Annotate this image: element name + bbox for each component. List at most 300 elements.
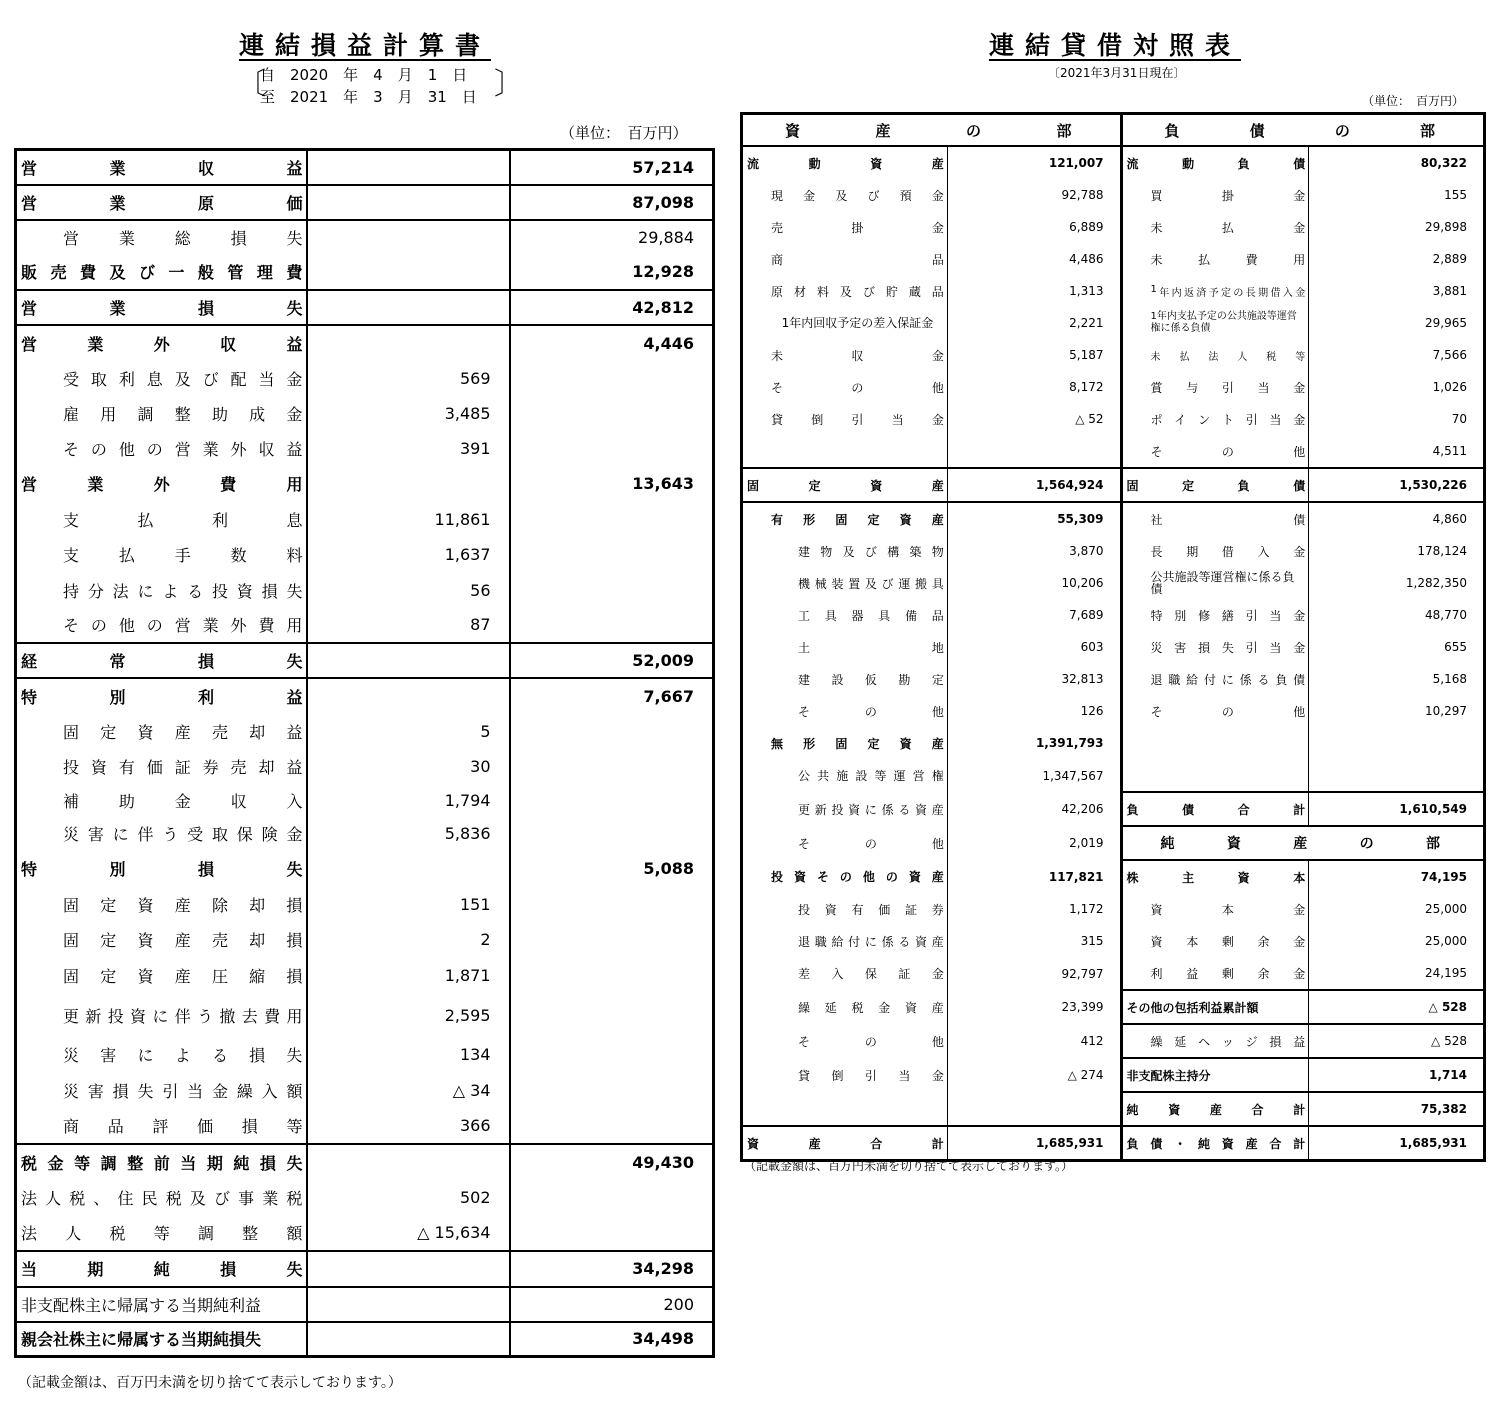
label-char: 付 [848, 934, 861, 949]
label-char: 産 [174, 967, 191, 986]
label-text [63, 789, 303, 812]
pl-row-label [16, 817, 307, 851]
label-char: 更 [798, 802, 811, 817]
label-char: 期 [1186, 544, 1199, 559]
label-char: 金 [1293, 412, 1306, 427]
label-char: 産 [931, 156, 944, 171]
label-char: 商 [771, 252, 784, 267]
bs-liability-label [1121, 468, 1309, 502]
bs-liability-amount: 655 [1309, 631, 1485, 663]
bs-liability-amount: 10,297 [1309, 695, 1485, 727]
bs-row [742, 826, 1485, 860]
pl-row-total-amount: 52,009 [510, 643, 714, 678]
pl-row-total-amount [510, 573, 714, 608]
label-char: 数 [230, 546, 247, 565]
label-char: 資 [915, 802, 928, 817]
bs-liability-label [1121, 403, 1309, 435]
label-char: 公 [798, 769, 811, 783]
label-text [771, 283, 944, 300]
label-text [1151, 1033, 1306, 1050]
bs-liability-label [1121, 339, 1309, 371]
label-char: 預 [899, 188, 912, 203]
bs-liability-amount: 155 [1309, 179, 1485, 211]
label-char: 賞 [1150, 380, 1163, 395]
label-char: 無 [771, 736, 784, 751]
pl-row [16, 537, 714, 573]
label-char: 計 [1293, 1102, 1306, 1117]
label-char: 資 [848, 802, 861, 817]
pl-row [16, 1073, 714, 1108]
label-char: 引 [162, 1081, 179, 1101]
bs-row [742, 179, 1485, 211]
label-char: の [851, 380, 864, 395]
pl-row [16, 608, 714, 643]
label-char: 法 [21, 1223, 38, 1243]
label-char: 業 [202, 616, 219, 635]
label-char: 支 [63, 510, 80, 530]
label-char: 金 [1293, 934, 1306, 949]
label-text [21, 1221, 303, 1244]
label-text [63, 822, 303, 845]
pl-row-detail-amount: 1,871 [307, 957, 510, 995]
bs-row [742, 307, 1485, 339]
label-text [63, 613, 303, 636]
label-char: 外 [230, 616, 247, 635]
label-char: 返 [1183, 287, 1194, 299]
bs-asset-amount: 121,007 [947, 146, 1121, 179]
pl-row-total-amount [510, 537, 714, 573]
label-char: 固 [63, 895, 80, 915]
label-char: 失 [137, 1081, 154, 1101]
label-char: 価 [146, 757, 163, 777]
pl-row-label [16, 466, 307, 502]
label-char: 合 [1251, 1102, 1264, 1117]
pl-row-label [16, 431, 307, 466]
label-text [1151, 901, 1306, 918]
pl-row-total-amount [510, 1108, 714, 1144]
label-char: 金 [47, 1153, 64, 1173]
label-char: 金 [1293, 544, 1306, 559]
label-char: 配 [230, 369, 247, 389]
label-char: 合 [1237, 802, 1250, 817]
label-char: 定 [100, 967, 117, 986]
bs-liability-amount: 3,881 [1309, 275, 1485, 307]
pl-row-total-amount [510, 714, 714, 749]
label-char: 益 [286, 439, 303, 459]
label-char: 業 [118, 229, 135, 248]
pl-row-total-amount [510, 396, 714, 431]
label-char: 人 [45, 1188, 62, 1208]
bs-header-assets [742, 114, 1122, 147]
label-char: 剰 [1221, 966, 1234, 981]
pl-row-label [16, 678, 307, 714]
label-char: 計 [931, 1136, 944, 1151]
label-char: 置 [848, 576, 861, 591]
bs-asset-amount: 2,221 [947, 307, 1121, 339]
label-char: 繕 [1221, 608, 1234, 623]
label-text [21, 472, 303, 495]
label-char: 品 [107, 1116, 124, 1136]
label-char: 付 [1204, 672, 1217, 687]
pl-row-detail-amount [307, 290, 510, 325]
label-text [1151, 284, 1306, 299]
label-char: 現 [771, 188, 784, 203]
label-char: 保 [236, 825, 253, 844]
label-char: 未 [1150, 252, 1163, 267]
label-char: 済 [1196, 287, 1207, 299]
label-char: 損 [286, 930, 303, 950]
bs-liability-label [1121, 893, 1309, 925]
label-char: 修 [1198, 608, 1211, 623]
pl-row-total-amount [510, 817, 714, 851]
bs-liability-amount: 5,168 [1309, 663, 1485, 695]
pl-row-total-amount [510, 1037, 714, 1073]
bs-asset-amount: △ 274 [947, 1058, 1121, 1092]
pl-row-label [16, 608, 307, 643]
label-char: 収 [258, 439, 275, 459]
label-char: 械 [814, 576, 827, 591]
pl-row-label [16, 1108, 307, 1144]
label-char: 住 [117, 1188, 134, 1208]
label-char: 利 [211, 510, 228, 530]
label-char: 利 [1150, 966, 1163, 981]
label-char: 等 [874, 769, 887, 783]
bs-asset-label [742, 925, 948, 957]
pl-row-detail-amount [307, 851, 510, 887]
bs-asset-label [742, 243, 948, 275]
pl-row-label [16, 1180, 307, 1215]
label-char: 他 [862, 870, 875, 884]
pl-row-total-amount [510, 1215, 714, 1251]
pl-row-label [16, 185, 307, 220]
label-char: 資 [899, 512, 912, 527]
label-char: 害 [100, 1046, 117, 1065]
label-char: 当 [180, 1153, 197, 1173]
label-char: 金 [931, 1068, 944, 1083]
bs-liability-amount: △ 528 [1309, 1024, 1485, 1058]
label-char: ト [1221, 412, 1234, 427]
label-char: 調 [137, 404, 154, 424]
label-char: 有 [771, 512, 784, 527]
bs-asset-amount: 1,347,567 [947, 759, 1121, 792]
label-char: 収 [851, 348, 864, 363]
label-char: 資 [236, 581, 253, 601]
label-char: 人 [1237, 351, 1248, 363]
label-text [21, 260, 303, 283]
label-char: 価 [286, 193, 303, 213]
pl-row-total-amount [510, 608, 714, 643]
pl-row-label [16, 361, 307, 396]
bs-row [742, 599, 1485, 631]
label-text [798, 767, 944, 784]
pl-row [16, 150, 714, 185]
label-char: 当 [21, 1260, 38, 1279]
label-char: 管 [227, 263, 244, 282]
bs-row [742, 1024, 1485, 1058]
bs-asset-label [742, 599, 948, 631]
label-char: ヘ [1198, 1034, 1211, 1049]
bs-liability-amount: 4,860 [1309, 502, 1485, 535]
label-char: 負 [1164, 121, 1180, 140]
label-char: び [864, 544, 877, 559]
label-char: 余 [1257, 966, 1270, 981]
pl-row [16, 1108, 714, 1144]
bs-row [742, 1126, 1485, 1161]
bs-liability-amount: 1,530,226 [1309, 468, 1485, 502]
label-char: 他 [118, 439, 135, 459]
label-char: 、 [93, 1188, 110, 1208]
label-char: 当 [1269, 608, 1282, 623]
label-char: 入 [1282, 287, 1293, 299]
label-char: 価 [878, 902, 891, 917]
pl-row [16, 678, 714, 714]
bs-liability-amount: 48,770 [1309, 599, 1485, 631]
label-char: の [1334, 121, 1350, 140]
bs-asset-label [742, 1024, 948, 1058]
label-char: 及 [189, 1188, 206, 1208]
bs-liability-label [1121, 631, 1309, 663]
label-char: 助 [118, 791, 135, 811]
label-char: に [864, 934, 877, 949]
pl-row-label [16, 1322, 307, 1357]
bs-asset-amount: 126 [947, 695, 1121, 727]
balance-sheet-table [740, 112, 1486, 1162]
label-char: 失 [286, 581, 303, 601]
label-char: 他 [1293, 444, 1306, 459]
label-text: 非支配株主に帰属する当期純利益 [21, 1295, 262, 1315]
label-char: ン [1198, 412, 1211, 427]
label-char: 損 [261, 581, 278, 601]
label-char: の [90, 439, 107, 459]
bs-liability-amount: 178,124 [1309, 535, 1485, 567]
label-char: 債 [1293, 478, 1306, 493]
label-char: に [152, 1007, 169, 1026]
label-char: に [864, 802, 877, 817]
bs-row [742, 502, 1485, 535]
bs-liability-label [1121, 435, 1309, 468]
label-char: 金 [803, 188, 816, 203]
bs-liability-amount: 7,566 [1309, 339, 1485, 371]
label-text [63, 1079, 303, 1102]
label-char: 失 [286, 1046, 303, 1065]
label-text [21, 156, 303, 179]
bs-liability-amount [1309, 759, 1485, 792]
label-text [1127, 477, 1306, 494]
label-char: 有 [851, 902, 864, 917]
label-char: 金 [931, 188, 944, 203]
label-char: 失 [1221, 640, 1234, 655]
label-char: 証 [905, 902, 918, 917]
bs-asset-amount: 315 [947, 925, 1121, 957]
label-char: 設 [855, 769, 868, 783]
bs-asset-amount: 1,391,793 [947, 727, 1121, 759]
label-char: 原 [771, 284, 784, 299]
label-char: 資 [915, 934, 928, 949]
label-char: 流 [1126, 156, 1139, 171]
label-char: 他 [931, 1034, 944, 1049]
label-char: 外 [153, 475, 170, 494]
bs-liability-label [1121, 275, 1309, 307]
pl-row-label [16, 325, 307, 361]
label-char: 圧 [211, 967, 228, 986]
pl-row-total-amount: 34,298 [510, 1251, 714, 1287]
bs-asset-amount: 117,821 [947, 860, 1121, 893]
pl-row [16, 290, 714, 325]
label-char: 補 [63, 791, 80, 811]
label-char: 物 [931, 544, 944, 559]
bs-row [742, 957, 1485, 990]
pl-row-detail-amount [307, 643, 510, 678]
pl-row-total-amount: 57,214 [510, 150, 714, 185]
pl-row [16, 851, 714, 887]
bs-row [742, 567, 1485, 599]
label-char: 人 [65, 1223, 82, 1243]
bs-asset-amount: 3,870 [947, 535, 1121, 567]
label-char: 利 [197, 687, 214, 707]
pl-row-detail-amount: 502 [307, 1180, 510, 1215]
label-char: 掛 [1221, 188, 1234, 203]
label-char: 他 [931, 836, 944, 851]
label-text [63, 402, 303, 425]
pl-row-label [16, 922, 307, 957]
pl-title: 連結損益計算書 [238, 31, 491, 60]
label-char: 払 [118, 546, 135, 565]
label-char: そ [1150, 444, 1163, 459]
pl-row [16, 466, 714, 502]
label-char: 勘 [898, 672, 911, 687]
label-char: 金 [1293, 188, 1306, 203]
pl-row [16, 431, 714, 466]
pl-row-label [16, 150, 307, 185]
label-char: 年 [1159, 287, 1170, 299]
label-text [771, 219, 944, 236]
label-char: 損 [286, 967, 303, 986]
label-char: 費 [1245, 252, 1258, 267]
label-char: 有 [118, 757, 135, 777]
label-char: 手 [174, 546, 191, 565]
label-char: 施 [836, 769, 849, 783]
bs-liability-label: 公共施設等運営権に係る負債 [1121, 567, 1309, 599]
bs-asset-amount: 7,689 [947, 599, 1121, 631]
label-char: 純 [233, 1153, 250, 1173]
label-text [21, 649, 303, 672]
label-char: 資 [899, 736, 912, 751]
label-char: そ [798, 704, 811, 719]
label-char: 及 [174, 369, 191, 389]
bs-liability-amount: 1,685,931 [1309, 1126, 1485, 1161]
pl-row-total-amount [510, 749, 714, 784]
bs-unit: （単位： 百万円） [1362, 94, 1465, 108]
bs-title: 連結貸借対照表 [988, 31, 1241, 60]
label-char: 他 [931, 704, 944, 719]
bs-asset-amount: 92,797 [947, 957, 1121, 990]
pl-row [16, 643, 714, 678]
label-text [798, 965, 944, 982]
label-char: 品 [931, 252, 944, 267]
label-char: そ [63, 439, 80, 459]
label-char: 産 [1245, 1136, 1258, 1151]
pl-row [16, 1037, 714, 1073]
label-char: 係 [1239, 672, 1252, 687]
label-char: 損 [112, 1081, 129, 1101]
label-text [1151, 443, 1306, 460]
label-char: 資 [870, 156, 883, 171]
label-char: 営 [63, 229, 80, 248]
bs-asset-amount: 5,187 [947, 339, 1121, 371]
label-char: 却 [249, 895, 266, 915]
label-char: 売 [230, 757, 247, 777]
label-char: そ [798, 1034, 811, 1049]
label-char: 金 [1293, 902, 1306, 917]
bs-asset-amount: 1,685,931 [947, 1126, 1121, 1161]
label-char: 備 [905, 608, 918, 623]
label-text [798, 835, 944, 852]
label-char: に [137, 1046, 154, 1065]
label-text [1151, 411, 1306, 428]
label-text [1151, 607, 1306, 624]
pl-row-detail-amount [307, 1144, 510, 1180]
bs-asset-label [742, 826, 948, 860]
label-char: 理 [256, 263, 273, 282]
label-char: 却 [249, 722, 266, 742]
label-char: 業 [109, 193, 126, 213]
bs-asset-label [742, 371, 948, 403]
label-char: 金 [931, 348, 944, 363]
label-char: 産 [174, 722, 191, 742]
bs-liability-label [1121, 179, 1309, 211]
label-char: 合 [870, 1136, 883, 1151]
label-char: 当 [898, 1068, 911, 1083]
pl-row [16, 1287, 714, 1322]
bs-asset-amount: 2,019 [947, 826, 1121, 860]
bs-asset-label [742, 860, 948, 893]
label-text [21, 685, 303, 708]
pl-row [16, 255, 714, 290]
bs-header-liabilities [1121, 114, 1484, 147]
label-char: 伴 [137, 825, 154, 844]
bs-asset-label [742, 957, 948, 990]
label-char: 雇 [63, 404, 80, 424]
label-char: 期 [1258, 287, 1269, 299]
label-char: の [864, 1034, 877, 1049]
label-char: 失 [286, 229, 303, 248]
pl-row [16, 1144, 714, 1180]
label-char: 金 [286, 404, 303, 424]
bs-asset-label [742, 179, 948, 211]
bs-liability-amount: 24,195 [1309, 957, 1485, 990]
label-char: 品 [931, 608, 944, 623]
label-char: 資 [137, 967, 154, 986]
pl-row-total-amount: 34,498 [510, 1322, 714, 1357]
bs-row [742, 759, 1485, 792]
label-char: 固 [63, 722, 80, 742]
bs-row [742, 535, 1485, 567]
pl-row [16, 361, 714, 396]
label-text [771, 187, 944, 204]
label-char: 繰 [798, 1000, 811, 1015]
label-char: び [867, 188, 880, 203]
label-char: 貯 [885, 284, 898, 299]
label-text [798, 543, 944, 560]
label-char: 倒 [831, 1068, 844, 1083]
label-char: 他 [1293, 704, 1306, 719]
bs-liability-amount: 1,026 [1309, 371, 1485, 403]
label-char: 評 [152, 1116, 169, 1136]
label-char: 純 [153, 1260, 170, 1279]
pl-row-label [16, 1037, 307, 1073]
label-char: 及 [835, 188, 848, 203]
label-char: 税 [21, 1153, 38, 1173]
